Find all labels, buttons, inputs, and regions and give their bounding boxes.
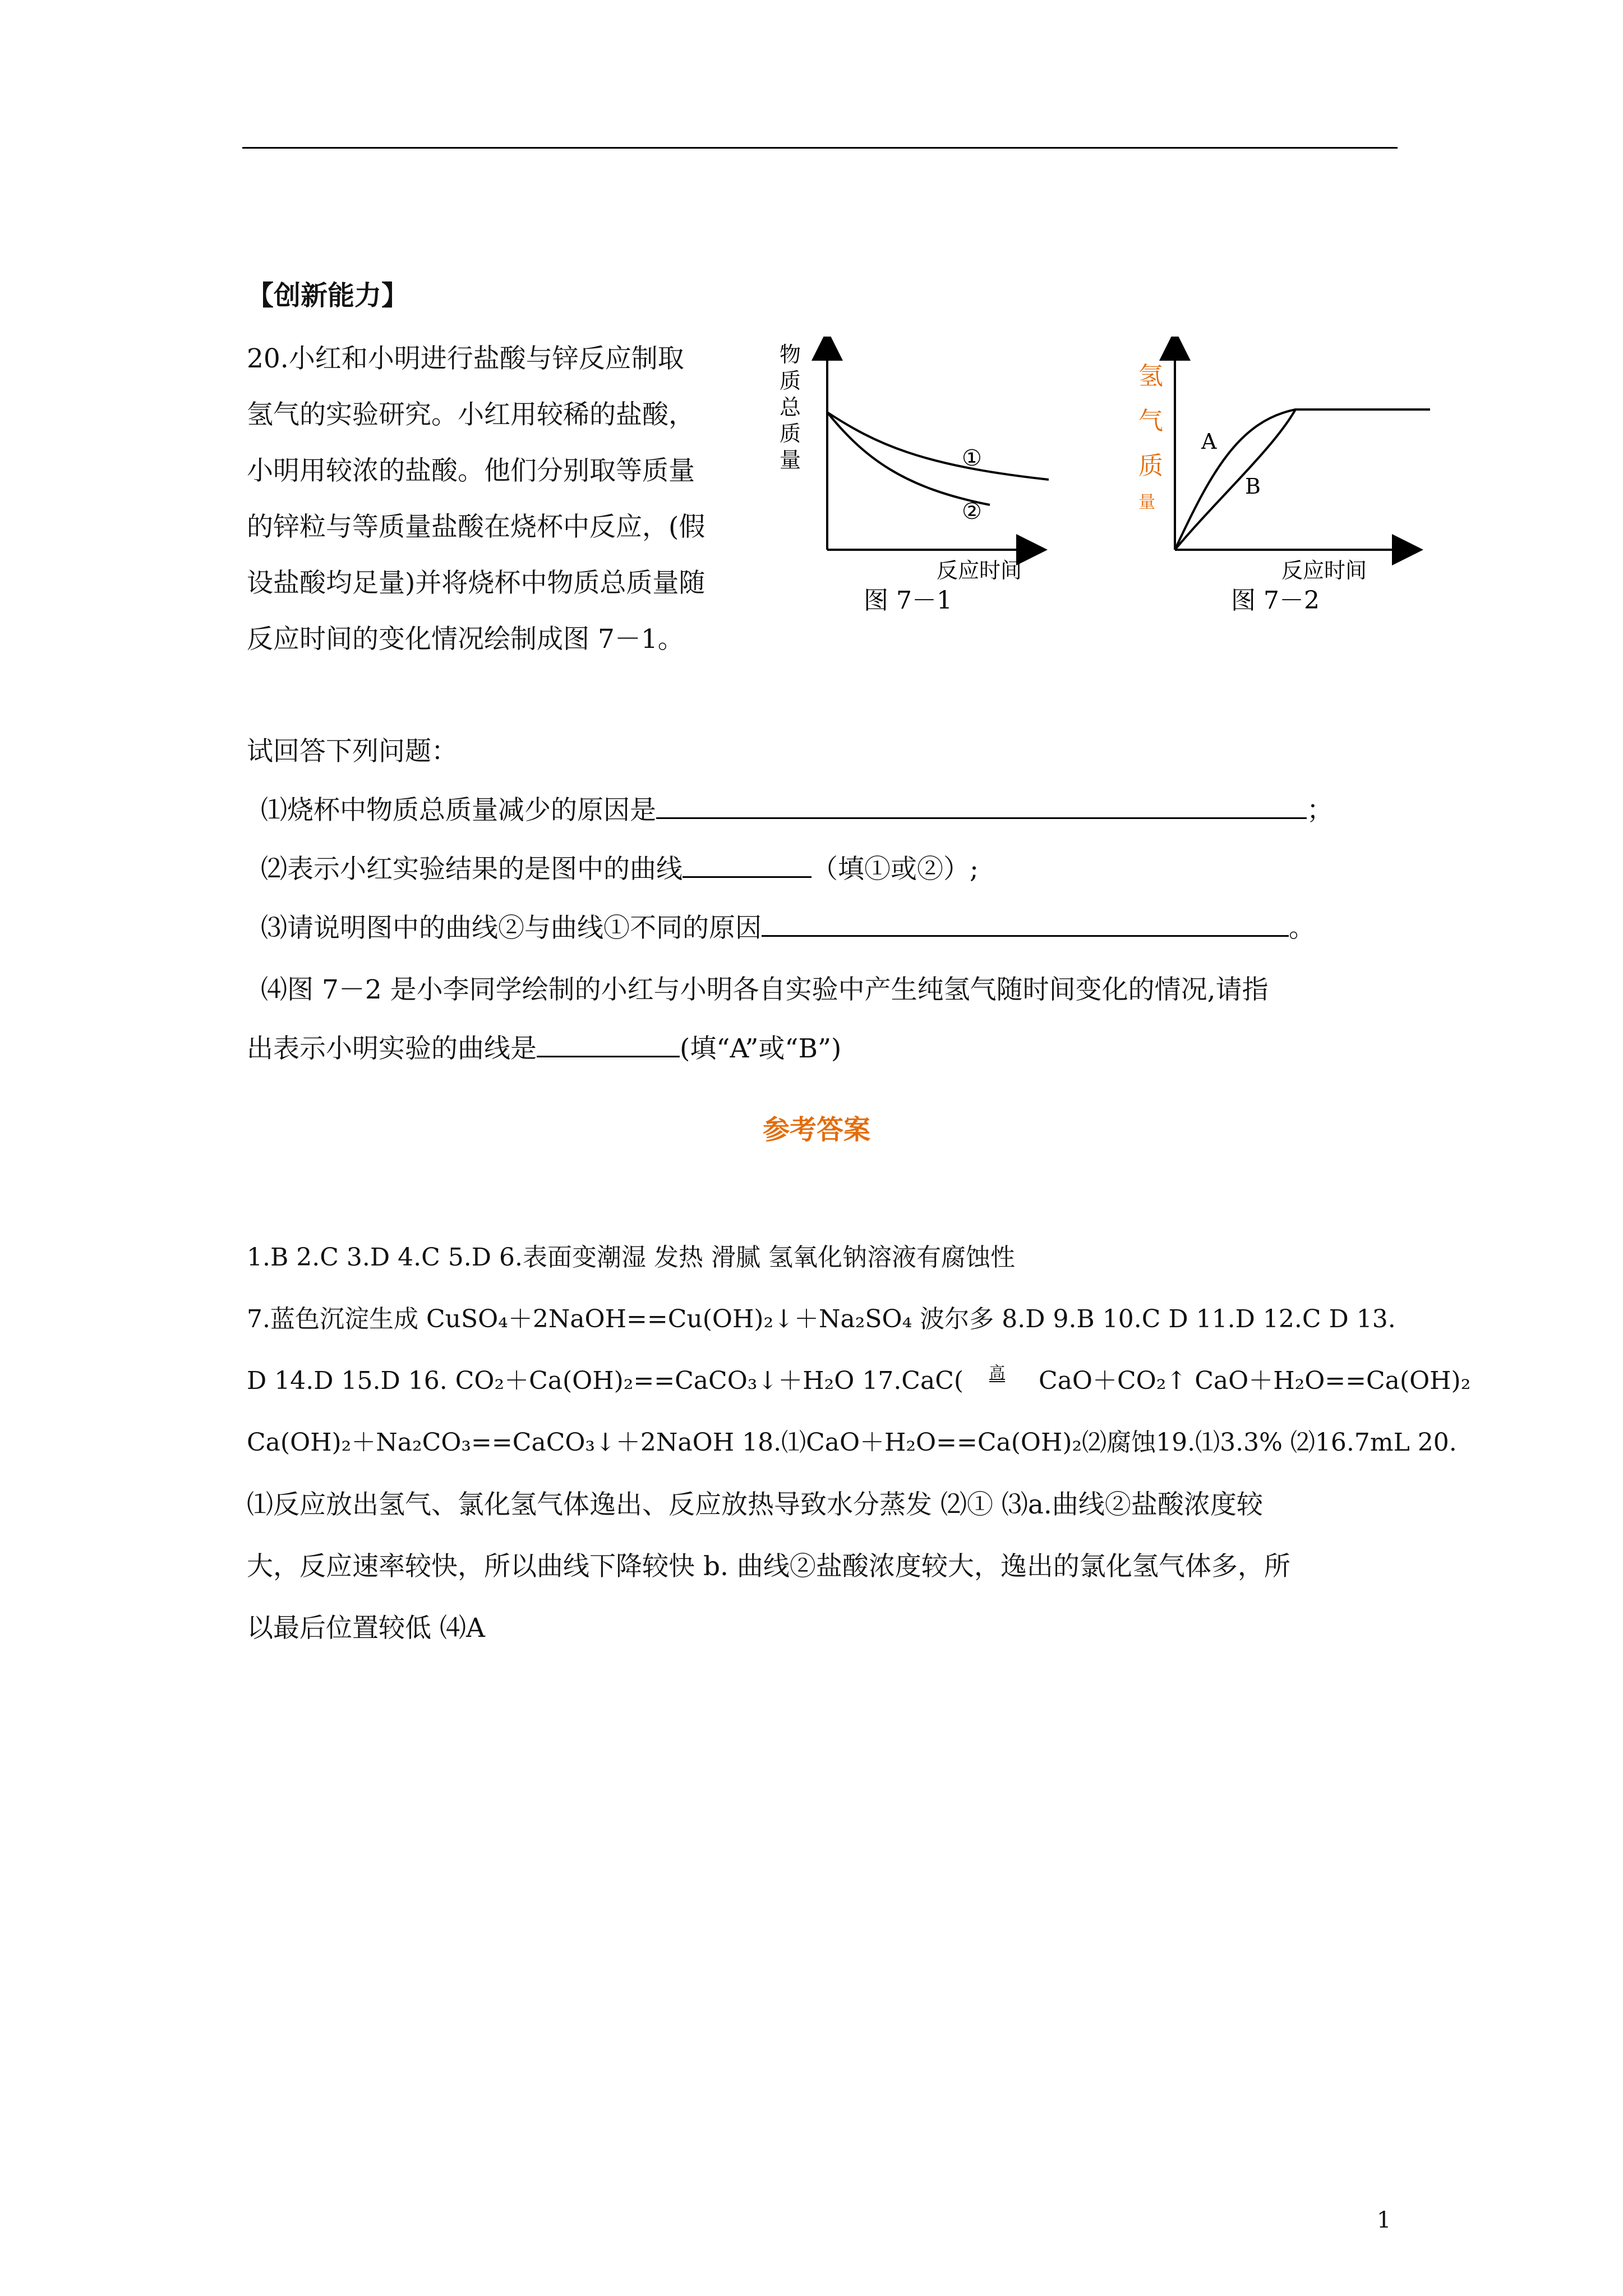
figure1-curve-1-label: ① (962, 445, 982, 471)
problem-line: 反应时间的变化情况绘制成图 7－1。 (247, 624, 684, 655)
section-heading: 【创新能力】 (247, 280, 409, 311)
page-number: 1 (1377, 2207, 1391, 2233)
figure1-curve-1 (827, 412, 1049, 480)
question-4-line-2 (247, 1021, 841, 1077)
answer-line: ⑴反应放出氢气、氯化氢气体逸出、反应放热导致水分蒸发 ⑵① ⑶a.曲线②盐酸浓度较 (247, 1489, 1263, 1520)
figure1-ylabel (780, 342, 801, 472)
figure-7-1 (774, 337, 1088, 628)
reaction-condition: 高 (989, 1363, 1006, 1382)
problem-paragraph (247, 331, 705, 668)
questions-prompt: 试回答下列问题： (247, 736, 458, 767)
figure1-xlabel: 反应时间 (937, 558, 1022, 583)
problem-line: 设盐酸均足量)并将烧杯中物质总质量随 (247, 568, 706, 599)
question-1 (261, 783, 1333, 839)
question-3-end: 。 (1289, 913, 1315, 944)
figure2-curve-B-label: B (1245, 474, 1261, 499)
figure2-ylabel (1138, 362, 1163, 512)
problem-line: 氢气的实验研究。小红用较稀的盐酸， (247, 399, 695, 430)
figure1-ylabel-char: 质 (780, 421, 801, 446)
figure2-curve-B (1175, 409, 1295, 550)
answer-blank-2[interactable] (683, 876, 811, 878)
answer-line: 7.蓝色沉淀生成 CuSO₄＋2NaOH==Cu(OH)₂↓＋Na₂SO₄ 波尔多 8.D 9.B 10.C D 11.D 12.C D 13. (247, 1305, 1396, 1333)
figure2-ylabel-char: 气 (1138, 407, 1163, 435)
figure1-curve-2-label: ② (962, 499, 982, 524)
answers-block (247, 1237, 1470, 1669)
figure2-curve-A-label: A (1201, 429, 1217, 454)
figure1-ylabel-char: 物 (780, 342, 801, 367)
figure1-ylabel-char: 质 (780, 369, 801, 393)
answer-line: 大，反应速率较快，所以曲线下降较快 b. 曲线②盐酸浓度较大，逸出的氯化氢气体多，所 (247, 1551, 1290, 1582)
question-4-end: (填“A”或“B”) (680, 1033, 842, 1064)
answer-line: Ca(OH)₂＋Na₂CO₃==CaCO₃↓＋2NaOH 18.⑴CaO＋H₂O==Ca(OH)₂⑵腐蚀19.⑴3.3% ⑵16.7mL 20. (247, 1428, 1457, 1457)
problem-line: 的锌粒与等质量盐酸在烧杯中反应，(假 (247, 512, 706, 542)
answers-title: 参考答案 (763, 1114, 871, 1145)
header-rule (242, 147, 1398, 149)
answer-line: 1.B 2.C 3.D 4.C 5.D 6.表面变潮湿 发热 滑腻 氢氧化钠溶液有腐蚀性 (247, 1243, 1015, 1272)
figure2-ylabel-char: 质 (1138, 452, 1163, 480)
figure1-ylabel-char: 量 (780, 448, 801, 472)
answer-blank-4[interactable] (537, 1055, 680, 1057)
answer-line-part: CaO＋CO₂↑ CaO＋H₂O==Ca(OH)₂ (1031, 1366, 1471, 1395)
question-1-end: ； (1307, 795, 1333, 826)
answer-blank-1[interactable] (656, 817, 1307, 819)
problem-line: 小明用较浓的盐酸。他们分别取等质量 (247, 455, 695, 486)
figure2-ylabel-char: 氢 (1138, 362, 1163, 390)
answer-line-part: D 14.D 15.D 16. CO₂＋Ca(OH)₂==CaCO₃↓＋H₂O 17.CaC( (247, 1366, 964, 1395)
question-4-text: 出表示小明实验的曲线是 (247, 1033, 537, 1064)
figure2-caption: 图 7－2 (1231, 586, 1320, 615)
question-2-text: ⑵表示小红实验结果的是图中的曲线 (261, 854, 683, 885)
question-1-text: ⑴烧杯中物质总质量减少的原因是 (261, 795, 656, 826)
figure2-ylabel-char: 量 (1138, 493, 1155, 512)
question-2-end: （填①或②）; (811, 854, 979, 885)
figure1-caption: 图 7－1 (864, 586, 952, 615)
question-2 (261, 841, 979, 898)
problem-line: 20.小红和小明进行盐酸与锌反应制取 (247, 343, 684, 374)
answer-line (247, 1360, 1470, 1422)
answer-line: 以最后位置较低 ⑷A (247, 1613, 485, 1644)
figure2-xlabel: 反应时间 (1281, 558, 1367, 583)
question-3-text: ⑶请说明图中的曲线②与曲线①不同的原因 (261, 913, 762, 944)
figure1-ylabel-char: 总 (780, 395, 801, 420)
question-3 (261, 900, 1315, 956)
figure-7-2 (1127, 337, 1441, 628)
answer-blank-3[interactable] (762, 935, 1289, 937)
question-4-line-1: ⑷图 7－2 是小李同学绘制的小红与小明各自实验中产生纯氢气随时间变化的情况,请指 (261, 974, 1269, 1005)
